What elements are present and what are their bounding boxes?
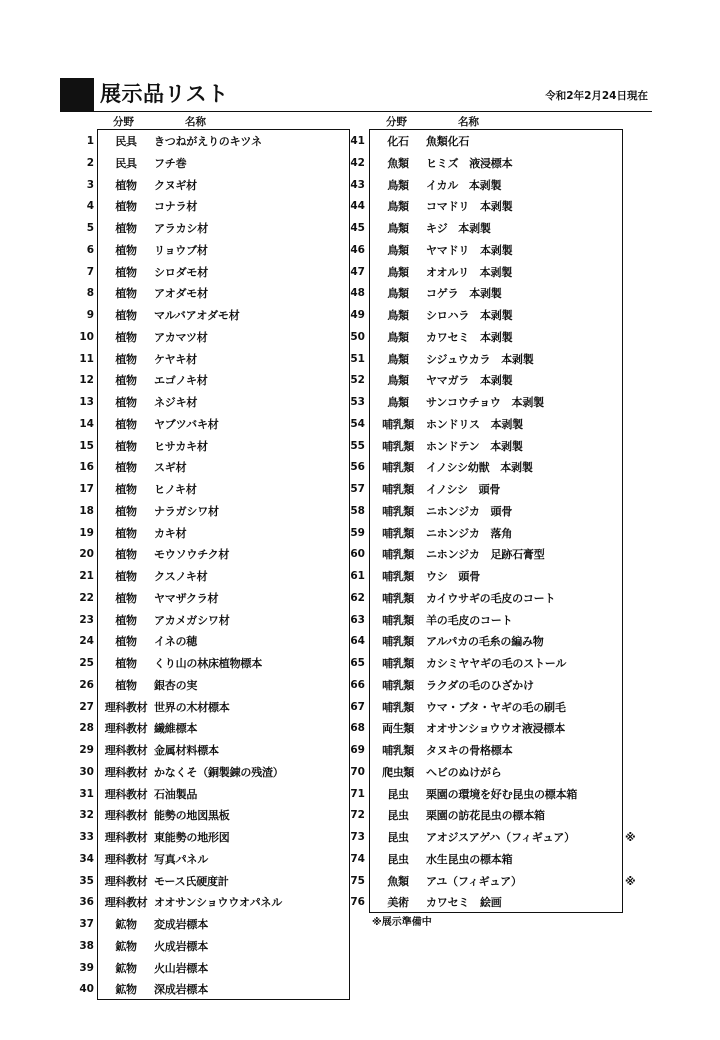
item-category: 鳥類 (387, 178, 409, 192)
item-number: 39 (79, 961, 94, 974)
item-category: 鳥類 (387, 265, 409, 279)
item-number: 51 (350, 352, 365, 365)
item-category: 植物 (115, 374, 137, 388)
item-name: ウシ 頭骨 (426, 570, 480, 583)
item-category: 哺乳類 (382, 461, 414, 475)
item-category: 昆虫 (387, 809, 409, 823)
item-number: 69 (350, 744, 365, 756)
item-number: 8 (86, 287, 94, 300)
item-name: リョウブ材 (154, 243, 208, 257)
item-number: 62 (350, 591, 365, 604)
item-number: 42 (350, 156, 365, 169)
item-name: ケヤキ材 (154, 352, 197, 366)
item-name: オオサンショウウオ液浸標本 (426, 722, 566, 736)
item-number: 5 (86, 222, 94, 234)
item-name: 火山岩標本 (154, 961, 208, 975)
right-header-category: 分野 (386, 116, 407, 128)
item-category: 理科教材 (104, 896, 148, 910)
item-number: 27 (79, 700, 94, 713)
item-category: 鳥類 (387, 309, 409, 322)
item-name: ヒミズ 液浸標本 (426, 156, 513, 170)
item-name: アラカシ材 (154, 222, 208, 235)
item-number: 40 (79, 983, 94, 996)
item-number: 22 (79, 591, 94, 604)
item-category: 哺乳類 (382, 548, 414, 562)
item-name: イネの穂 (154, 635, 198, 649)
item-name: ヤブツバキ材 (154, 417, 219, 431)
item-number: 48 (350, 287, 365, 300)
item-name: フチ巻 (154, 156, 187, 170)
item-category: 化石 (387, 135, 409, 148)
left-header-category: 分野 (113, 116, 134, 128)
item-number: 63 (350, 613, 365, 626)
item-number: 20 (79, 548, 94, 561)
item-category: 鳥類 (387, 243, 409, 257)
item-number: 28 (79, 722, 94, 735)
item-number: 30 (79, 765, 94, 778)
item-category: 哺乳類 (382, 417, 414, 431)
item-name: アカメガシワ材 (154, 613, 230, 627)
item-number: 60 (350, 548, 365, 561)
item-number: 13 (79, 396, 94, 408)
item-name: サンコウチョウ 本剥製 (426, 396, 544, 409)
item-name: 東能勢の地形図 (154, 831, 230, 844)
item-category: 哺乳類 (382, 504, 414, 518)
item-name: エゴノキ材 (154, 374, 208, 388)
item-number: 68 (350, 722, 365, 735)
item-name: オオルリ 本剥製 (426, 265, 513, 279)
item-number: 46 (350, 243, 365, 256)
item-category: 植物 (115, 265, 137, 279)
item-number: 4 (86, 200, 94, 213)
item-category: 昆虫 (387, 787, 409, 801)
item-name: シジュウカラ 本剥製 (426, 352, 534, 366)
item-number: 66 (350, 678, 365, 691)
item-number: 74 (350, 852, 365, 865)
item-category: 哺乳類 (382, 678, 414, 692)
item-name: シロダモ材 (154, 265, 208, 279)
item-number: 2 (86, 156, 94, 169)
item-name: 銀杏の実 (154, 678, 198, 692)
item-category: 哺乳類 (382, 591, 414, 605)
item-number: 34 (79, 852, 94, 865)
item-number: 16 (79, 461, 94, 474)
item-number: 6 (86, 243, 94, 256)
item-name: 繊維標本 (154, 722, 198, 736)
item-number: 31 (79, 787, 94, 800)
item-number: 58 (350, 504, 365, 517)
item-name: アオダモ材 (154, 287, 208, 301)
item-category: 植物 (115, 483, 137, 496)
item-number: 23 (79, 613, 94, 626)
item-name: ヘビのぬけがら (426, 765, 502, 779)
item-name: カキ材 (154, 526, 187, 540)
item-number: 41 (350, 135, 365, 147)
item-number: 10 (79, 330, 94, 343)
item-name: ニホンジカ 頭骨 (426, 504, 513, 518)
item-number: 17 (79, 483, 94, 495)
item-name: 世界の木材標本 (154, 700, 230, 714)
item-category: 植物 (115, 222, 137, 235)
item-category: 魚類 (387, 156, 409, 170)
item-category: 昆虫 (387, 852, 409, 866)
item-number: 18 (79, 504, 94, 517)
item-category: 哺乳類 (382, 526, 414, 540)
item-name: ヒノキ材 (154, 483, 197, 496)
item-number: 1 (86, 135, 94, 147)
item-category: 理科教材 (104, 765, 148, 779)
item-category: 理科教材 (104, 722, 148, 736)
item-name: オオサンショウウオパネル (154, 896, 283, 910)
page-title: 展示品リスト (100, 82, 229, 106)
item-name: ネジキ材 (154, 396, 198, 409)
item-number: 55 (350, 439, 365, 452)
item-number: 76 (350, 896, 365, 909)
item-name: マルバアオダモ材 (154, 309, 240, 322)
title-rule (60, 111, 652, 112)
item-name: アユ（フィギュア） (426, 874, 522, 888)
item-category: 哺乳類 (382, 657, 414, 670)
item-category: 理科教材 (104, 831, 148, 844)
item-category: 植物 (115, 657, 137, 670)
left-header-name: 名称 (185, 116, 206, 128)
item-name: ナラガシワ材 (154, 504, 219, 518)
item-number: 59 (350, 526, 365, 539)
item-category: 理科教材 (104, 874, 148, 888)
item-number: 72 (350, 809, 365, 822)
item-name: 写真パネル (154, 852, 208, 866)
item-category: 魚類 (387, 874, 409, 888)
item-number: 37 (79, 918, 94, 930)
item-category: 鳥類 (387, 396, 409, 409)
item-category: 鳥類 (387, 374, 409, 388)
item-number: 43 (350, 178, 365, 191)
item-category: 鳥類 (387, 287, 409, 301)
item-number: 12 (79, 374, 94, 387)
item-number: 50 (350, 330, 365, 343)
item-category: 哺乳類 (382, 570, 414, 583)
item-name: ラクダの毛のひざかけ (426, 678, 534, 692)
item-name: 能勢の地図黒板 (154, 809, 230, 823)
item-number: 36 (79, 896, 94, 909)
item-name: ヤマガラ 本剥製 (426, 374, 513, 388)
item-category: 鉱物 (115, 918, 137, 931)
item-number: 67 (350, 700, 365, 713)
as-of-date: 令和2年2月24日現在 (545, 90, 648, 102)
item-name: スギ材 (154, 461, 187, 475)
item-number: 71 (350, 787, 365, 800)
item-name: タヌキの骨格標本 (426, 744, 513, 757)
item-category: 植物 (115, 591, 137, 605)
item-name: 栗園の訪花昆虫の標本箱 (426, 809, 545, 823)
item-number: 61 (350, 570, 365, 582)
item-name: 金属材料標本 (154, 744, 219, 757)
item-name: 変成岩標本 (154, 918, 208, 931)
item-number: 65 (350, 657, 365, 669)
item-number: 21 (79, 570, 94, 582)
item-number: 38 (79, 939, 94, 952)
item-name: イノシシ幼獣 本剥製 (426, 461, 533, 475)
item-number: 24 (79, 635, 94, 648)
preparation-mark: ※ (625, 874, 636, 888)
item-name: 魚類化石 (426, 135, 470, 148)
item-category: 植物 (115, 309, 137, 322)
item-name: 栗園の環境を好む昆虫の標本箱 (426, 787, 578, 801)
item-category: 鉱物 (115, 961, 137, 975)
item-name: キジ 本剥製 (426, 222, 491, 235)
item-category: 哺乳類 (382, 700, 414, 714)
item-category: 鉱物 (115, 983, 137, 997)
item-name: コマドリ 本剥製 (426, 200, 513, 214)
item-number: 9 (86, 309, 94, 321)
item-number: 70 (350, 765, 365, 778)
item-number: 47 (350, 265, 365, 278)
item-category: 哺乳類 (382, 744, 414, 757)
item-category: 植物 (115, 243, 137, 257)
item-category: 鳥類 (387, 222, 409, 235)
item-category: 植物 (115, 526, 137, 540)
item-category: 植物 (115, 613, 137, 627)
item-name: クヌギ材 (154, 178, 197, 192)
item-number: 15 (79, 439, 94, 452)
item-number: 45 (350, 222, 365, 234)
item-name: モース氏硬度計 (154, 874, 229, 888)
item-category: 民具 (115, 135, 137, 148)
item-name: ニホンジカ 足跡石膏型 (426, 548, 545, 562)
item-category: 昆虫 (387, 831, 409, 844)
item-name: ニホンジカ 落角 (426, 526, 513, 540)
item-category: 哺乳類 (382, 635, 414, 649)
item-number: 44 (350, 200, 365, 213)
item-name: 深成岩標本 (154, 983, 208, 997)
item-name: くり山の林床植物標本 (154, 657, 262, 670)
item-number: 49 (350, 309, 365, 321)
item-number: 57 (350, 483, 365, 495)
item-number: 29 (79, 744, 94, 756)
item-category: 民具 (115, 156, 137, 170)
item-name: アオジスアゲハ（フィギュア） (426, 831, 575, 844)
item-category: 植物 (115, 417, 137, 431)
item-number: 19 (79, 526, 94, 539)
item-category: 鉱物 (115, 939, 137, 953)
item-name: ヤマドリ 本剥製 (426, 243, 513, 257)
item-category: 両生類 (382, 722, 414, 736)
item-number: 73 (350, 831, 365, 843)
item-category: 鳥類 (387, 352, 409, 366)
item-category: 植物 (115, 678, 137, 692)
item-name: クスノキ材 (154, 570, 208, 583)
item-category: 植物 (115, 635, 137, 649)
item-name: ホンドテン 本剥製 (426, 439, 523, 453)
item-number: 56 (350, 461, 365, 474)
item-category: 哺乳類 (382, 613, 414, 627)
item-name: アルパカの毛糸の編み物 (426, 635, 544, 649)
item-name: カシミヤヤギの毛のストール (426, 657, 567, 670)
item-number: 52 (350, 374, 365, 387)
item-name: カイウサギの毛皮のコート (426, 591, 556, 605)
item-category: 哺乳類 (382, 483, 414, 496)
item-name: 石油製品 (154, 787, 198, 801)
item-number: 7 (86, 265, 94, 278)
item-category: 爬虫類 (382, 765, 414, 779)
item-category: 植物 (115, 330, 137, 344)
item-name: きつねがえりのキツネ (154, 135, 262, 148)
item-number: 3 (86, 178, 94, 191)
item-category: 植物 (115, 570, 137, 583)
item-category: 鳥類 (387, 330, 409, 344)
item-category: 哺乳類 (382, 439, 414, 453)
item-number: 75 (350, 874, 365, 887)
item-number: 11 (79, 352, 94, 365)
item-number: 64 (350, 635, 365, 648)
item-number: 35 (79, 874, 94, 887)
title-block-marker (60, 78, 94, 112)
item-name: 水生昆虫の標本箱 (426, 852, 513, 866)
item-category: 植物 (115, 461, 137, 475)
item-number: 32 (79, 809, 94, 822)
item-name: 羊の毛皮のコート (426, 613, 513, 627)
right-header-name: 名称 (458, 116, 479, 128)
item-number: 14 (79, 417, 94, 430)
item-name: コゲラ 本剥製 (426, 287, 502, 301)
item-name: かなくそ（銅製錬の残渣） (154, 765, 284, 779)
item-name: ヒサカキ材 (154, 439, 208, 453)
preparation-mark: ※ (625, 831, 636, 844)
item-name: ヤマザクラ材 (154, 591, 219, 605)
item-name: 火成岩標本 (154, 939, 208, 953)
item-name: イカル 本剥製 (426, 178, 502, 192)
item-name: モウソウチク材 (154, 548, 230, 562)
item-category: 理科教材 (104, 809, 148, 823)
item-category: 植物 (115, 396, 137, 409)
item-name: ホンドリス 本剥製 (426, 417, 523, 431)
item-category: 理科教材 (104, 787, 148, 801)
item-name: コナラ材 (154, 200, 198, 214)
item-category: 理科教材 (104, 700, 148, 714)
footnote: ※展示準備中 (372, 917, 432, 928)
item-category: 植物 (115, 352, 137, 366)
item-category: 鳥類 (387, 200, 409, 214)
item-category: 美術 (387, 896, 409, 910)
item-category: 植物 (115, 439, 137, 453)
item-number: 25 (79, 657, 94, 669)
item-category: 理科教材 (104, 852, 148, 866)
item-name: アカマツ材 (154, 330, 208, 344)
item-category: 理科教材 (104, 744, 148, 757)
item-category: 植物 (115, 287, 137, 301)
item-number: 33 (79, 831, 94, 843)
item-name: ウマ・ブタ・ヤギの毛の刷毛 (426, 700, 566, 714)
item-name: カワセミ 本剥製 (426, 330, 513, 344)
item-name: シロハラ 本剥製 (426, 309, 513, 322)
item-name: イノシシ 頭骨 (426, 483, 501, 496)
item-category: 植物 (115, 200, 137, 214)
item-number: 26 (79, 678, 94, 691)
item-number: 54 (350, 417, 365, 430)
item-category: 植物 (115, 548, 137, 562)
item-name: カワセミ 絵画 (426, 896, 502, 910)
item-category: 植物 (115, 504, 137, 518)
item-number: 53 (350, 396, 365, 408)
item-category: 植物 (115, 178, 137, 192)
